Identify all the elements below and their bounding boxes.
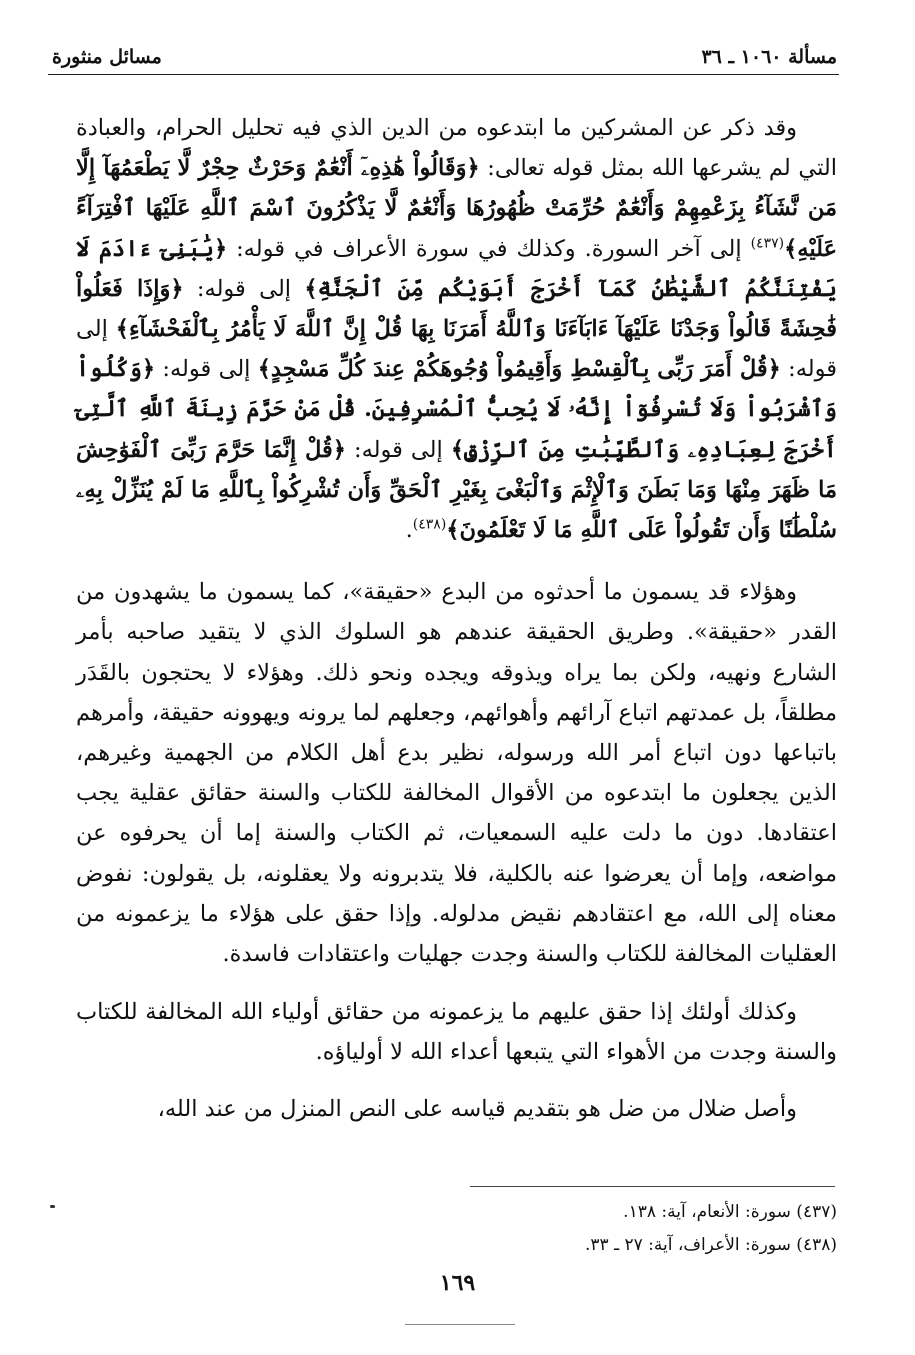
footnote-ref: (٤٣٨) — [412, 516, 447, 533]
header-book-section: مسائل منثورة — [52, 46, 162, 68]
running-header — [52, 40, 837, 68]
text-run: وقد ذكر عن المشركين ما ابتدعوه من الدين الذي فيه تحليل الحرام، والعبادة التي لم يشرعها الله بمثل قوله تعالى: — [76, 115, 837, 182]
main-text — [76, 108, 837, 1129]
text-run: إلى قوله: — [155, 356, 258, 383]
page-number: ١٦٩ — [439, 1270, 476, 1296]
paragraph — [76, 1089, 837, 1129]
footnote-437: (٤٣٧) سورة: الأنعام، آية: ١٣٨. — [623, 1202, 837, 1222]
paragraph — [76, 108, 837, 550]
quran-verse: ﴿وَقَالُواْ هَٰذِهِۦٓ أَنْعَٰمٌ وَحَرْثٌ حِجْرٌ لَّا يَطْعَمُهَآ إِلَّا مَن نَّشَآءُ بِزَعْمِهِمْ وَأَنْعَٰمٌ حُرِّمَتْ ظُهُورُهَا وَأَنْعَٰمٌ لَّا يَذْكُرُونَ ٱسْمَ ٱللَّهِ عَلَيْهَا ٱفْتِرَآءً عَلَيْهِ﴾ — [76, 155, 837, 262]
quran-verse: ﴿قُلْ إِنَّمَا حَرَّمَ رَبِّىَ ٱلْفَوَٰحِشَ مَا ظَهَرَ مِنْهَا وَمَا بَطَنَ وَٱلْإِثْمَ وَٱلْبَغْىَ بِغَيْرِ ٱلْحَقِّ وَأَن تُشْرِكُواْ بِٱللَّهِ مَا لَمْ يُنَزِّلْ بِهِۦ سُلْطَٰنًا وَأَن تَقُولُواْ عَلَى ٱللَّهِ مَا لَا تَعْلَمُونَ﴾ — [76, 436, 837, 544]
quran-verse: ﴿وَإِذَا فَعَلُواْ فَٰحِشَةً قَالُواْ وَجَدْنَا عَلَيْهَآ ءَابَآءَنَا وَٱللَّهُ أَمَرَنَا بِهَا قُلْ إِنَّ ٱللَّهَ لَا يَأْمُرُ بِٱلْفَحْشَآءِ﴾ — [76, 275, 837, 343]
text-run: وكذلك أولئك إذا حقق عليهم ما يزعمونه من حقائق أولياء الله المخالفة للكتاب والسنة وجدت من الأهواء التي يتبعها أعداء الله لا أولياؤه. — [76, 999, 837, 1066]
scan-speck — [50, 1205, 55, 1208]
bottom-scan-line — [405, 1324, 515, 1325]
text-run: . — [405, 517, 413, 544]
text-run: وأصل ضلال من ضل هو بتقديم قياسه على النص المنزل من عند الله، — [157, 1095, 797, 1122]
footnote-divider — [470, 1186, 835, 1187]
footnote-ref: (٤٣٧) — [750, 235, 785, 252]
text-run: إلى قوله: — [183, 275, 305, 302]
footnotes — [76, 1196, 837, 1262]
quran-verse: ﴿يَٰبَنِىٓ ءَادَمَ لَا يَفْتِنَنَّكُمُ ٱلشَّيْطَٰنُ كَمَآ أَخْرَجَ أَبَوَيْكُم مِّنَ ٱلْجَنَّةِ﴾ — [76, 235, 837, 302]
text-run: إلى قوله: — [345, 436, 451, 463]
quran-verse: ﴿وَكُلُواْ وَٱشْرَبُواْ وَلَا تُسْرِفُوٓاْ إِنَّهُۥ لَا يُحِبُّ ٱلْمُسْرِفِينَ. قُلْ مَنْ حَرَّمَ زِينَةَ ٱللَّهِ ٱلَّتِىٓ أَخْرَجَ لِعِبَادِهِۦ وَٱلطَّيِّبَٰتِ مِنَ ٱلرِّزْقِ﴾ — [76, 356, 837, 463]
header-issue-number: مسألة ١٠٦٠ ـ ٣٦ — [701, 46, 837, 68]
text-run: إلى قوله: — [76, 316, 838, 383]
paragraph — [76, 572, 837, 974]
quran-verse: ﴿قُلْ أَمَرَ رَبِّى بِٱلْقِسْطِ وَأَقِيمُواْ وُجُوهَكُمْ عِندَ كُلِّ مَسْجِدٍ﴾ — [257, 356, 781, 383]
footnote-438: (٤٣٨) سورة: الأعراف، آية: ٢٧ ـ ٣٣. — [585, 1235, 837, 1255]
text-run: وهؤلاء قد يسمون ما أحدثوه من البدع «حقيقة»، كما يسمون ما يشهدون من القدر «حقيقة». وطريق الحقيقة عندهم هو السلوك الذي لا يتقيد صاحبه بأمر الشارع ونهيه، ولكن بما يراه ويذوقه ويجده ونحو ذلك. وهؤلاء لا يحتجون بالقَدَر مطلقاً، بل عمدتهم اتباع آرائهم وأهوائهم، وجعلهم لما يرونه ويهوونه حقيقة، وأمرهم باتباعها دون اتباع أمر الله ورسوله، نظير بدع أهل الكلام من الجهمية وغيرهم، الذين يجعلون ما ابتدعوه من الأقوال المخالفة للكتاب والسنة حقائق عقلية يجب اعتقادها. دون ما دلت عليه السمعيات، ثم الكتاب والسنة إما أن يحرفوه عن مواضعه، وإما أن يعرضوا عنه بالكلية، فلا يتدبرونه ولا يعقلونه، بل يقولون: نفوض معناه إلى الله، مع اعتقادهم نقيض مدلوله. وإذا حقق على هؤلاء ما يزعمونه من العقليات المخالفة للكتاب والسنة وجدت جهليات واعتقادات فاسدة. — [76, 579, 837, 968]
paragraph — [76, 992, 837, 1072]
text-run: إلى آخر السورة. وكذلك في سورة الأعراف في قوله: — [227, 235, 751, 262]
header-divider — [48, 74, 839, 75]
